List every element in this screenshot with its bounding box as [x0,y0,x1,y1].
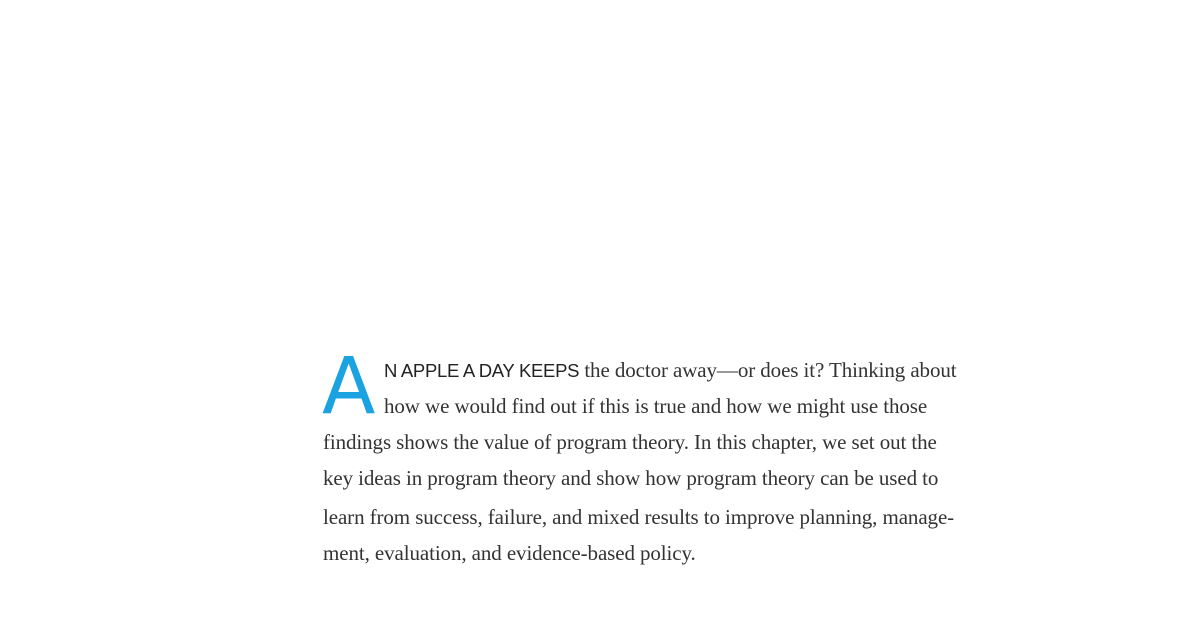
paragraph-line-5: learn from success, failure, and mixed results to improve planning, manage- [323,505,955,529]
paragraph-line-4: key ideas in program theory and show how program theory can be used to [323,466,939,490]
paragraph-line-2: how we would find out if this is true and how we might use those [384,394,928,418]
paragraph-line-3: findings shows the value of program theory. In this chapter, we set out the [323,430,937,454]
paragraph-line-6: ment, evaluation, and evidence-based policy. [323,541,696,565]
paragraph-line-1 [384,358,956,383]
drop-cap-letter: A [322,342,376,432]
lead-in-small-caps: N APPLE A DAY KEEPS [384,360,580,381]
line-1-text: the doctor away—or does it? Thinking about [579,358,957,382]
